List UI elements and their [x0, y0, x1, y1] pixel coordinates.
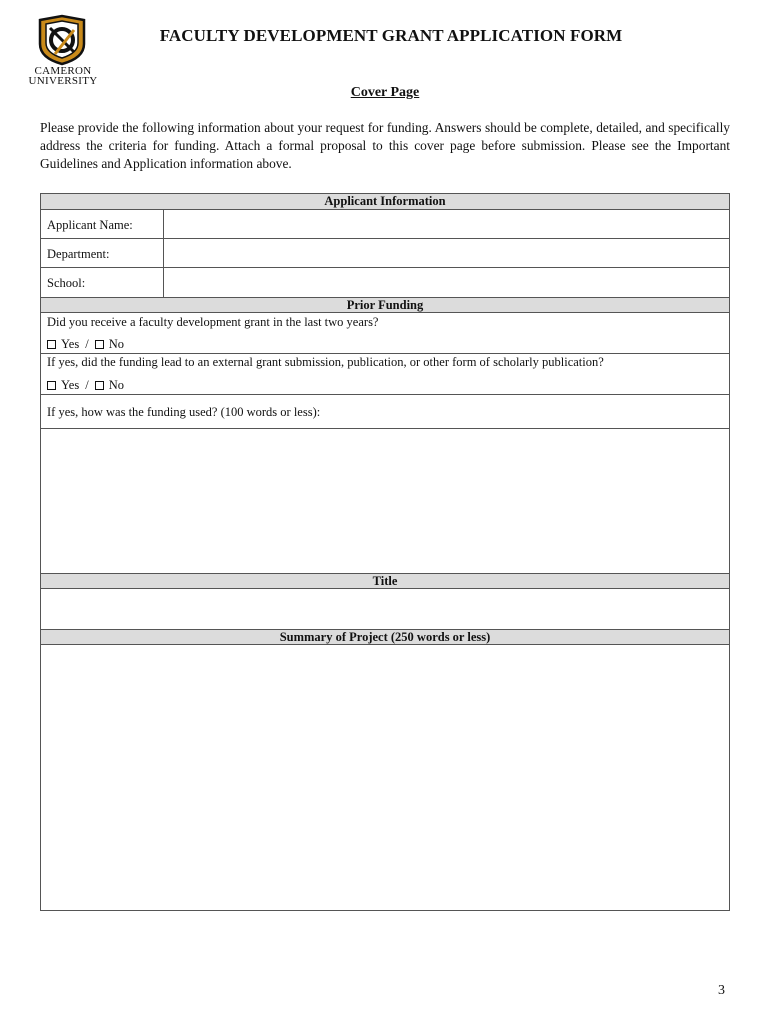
outcome-options: [47, 378, 124, 393]
cameron-university-logo: [27, 14, 99, 90]
funding-use-answer-field[interactable]: [41, 429, 729, 573]
applicant-name-field[interactable]: [165, 210, 729, 238]
outcome-yes-checkbox[interactable]: [47, 381, 56, 390]
logo-line-1: CAMERON: [34, 65, 92, 77]
title-heading: Title: [41, 573, 729, 589]
department-field[interactable]: [165, 239, 729, 267]
funding-use-question: If yes, how was the funding used? (100 words or less):: [47, 405, 321, 419]
department-row: [41, 239, 729, 268]
summary-heading: Summary of Project (250 words or less): [41, 629, 729, 645]
option-separator: /: [85, 337, 89, 351]
department-label: Department:: [41, 239, 164, 267]
outcome-no-label: No: [108, 378, 124, 392]
project-title-field[interactable]: [41, 589, 729, 629]
outcome-yes-label: Yes: [61, 378, 80, 392]
page-number: 3: [718, 983, 725, 998]
applicant-name-label: Applicant Name:: [41, 210, 164, 238]
school-field[interactable]: [165, 268, 729, 297]
prior-grant-yes-checkbox[interactable]: [47, 340, 56, 349]
cameron-crest-icon: [36, 14, 88, 66]
applicant-information-heading: Applicant Information: [41, 194, 729, 210]
project-summary-field[interactable]: [41, 645, 729, 910]
outcome-no-checkbox[interactable]: [95, 381, 104, 390]
school-label: School:: [41, 268, 164, 297]
prior-grant-yes-label: Yes: [61, 337, 80, 351]
cover-page-heading: Cover Page: [350, 85, 420, 100]
option-separator: /: [85, 378, 89, 392]
instructions-paragraph: Please provide the following information about your request for funding. Answers should be complete, detailed, and specifically address the criteria for funding. Attach a formal proposal to this cover page before submission. Please see the Important Guidelines and Application information above.: [40, 120, 730, 171]
logo-line-2: UNIVERSITY: [28, 75, 98, 87]
form-title: FACULTY DEVELOPMENT GRANT APPLICATION FORM: [159, 26, 623, 45]
prior-grant-no-label: No: [108, 337, 124, 351]
outcome-question-row: [41, 354, 729, 395]
school-row: [41, 268, 729, 297]
prior-grant-options: [47, 337, 124, 352]
prior-funding-heading: Prior Funding: [41, 297, 729, 313]
applicant-name-row: [41, 210, 729, 239]
prior-grant-question-row: [41, 313, 729, 354]
outcome-question: If yes, did the funding lead to an external grant submission, publication, or other form of scholarly publication?: [47, 355, 604, 369]
prior-grant-no-checkbox[interactable]: [95, 340, 104, 349]
funding-use-question-row: [41, 395, 729, 429]
application-form-table: [40, 193, 730, 911]
prior-grant-question: Did you receive a faculty development grant in the last two years?: [47, 315, 379, 329]
